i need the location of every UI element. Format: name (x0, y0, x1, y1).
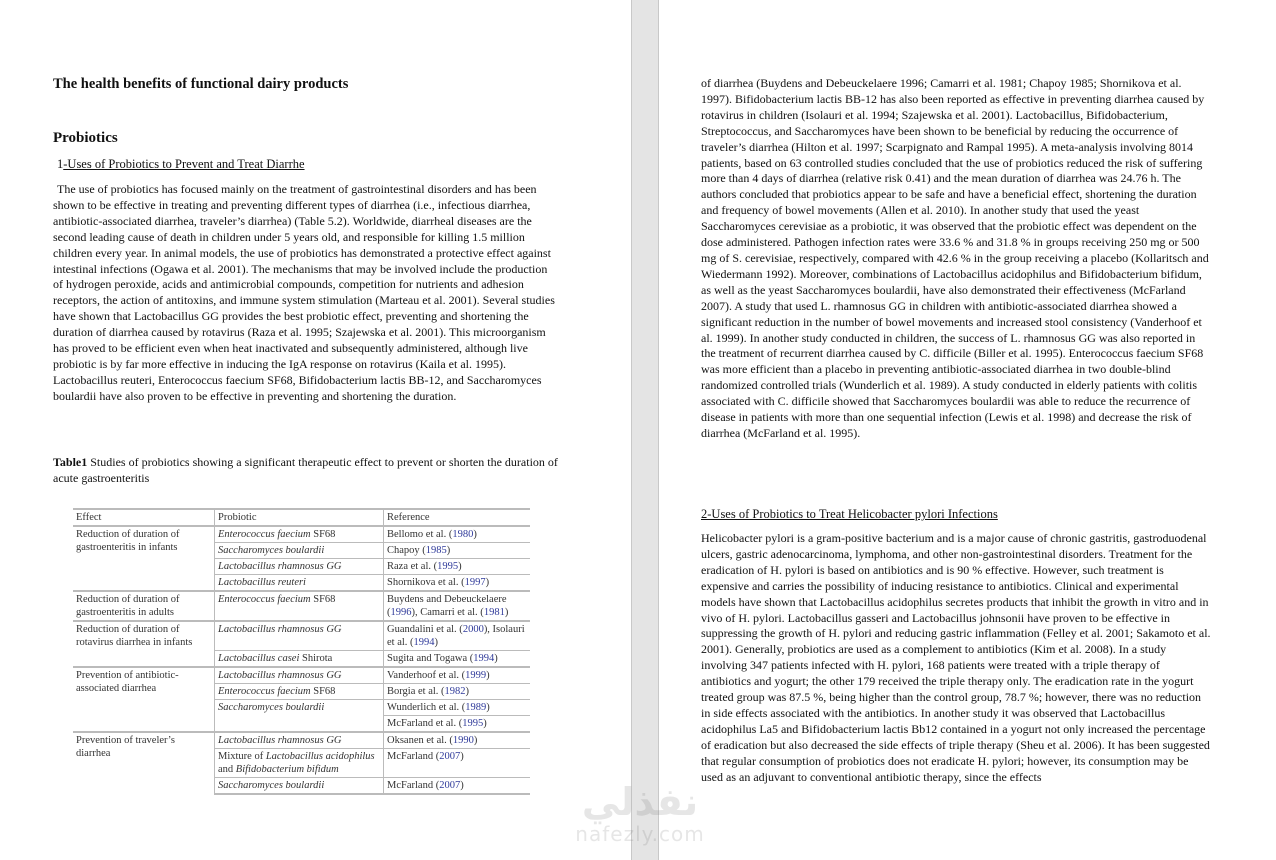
ref-author: Guandalini et al. ( (387, 624, 463, 635)
probiotic-name: Enterococcus faecium (218, 594, 311, 605)
probiotic-name: Lactobacillus reuteri (218, 577, 306, 588)
probiotic-name: Enterococcus faecium (218, 529, 311, 540)
probiotic-cell (215, 575, 384, 592)
effect-cell: Prevention of traveler’s diarrhea (73, 732, 215, 794)
probiotic-name: Lactobacillus rhamnosus GG (218, 670, 342, 681)
probiotic-name: Lactobacillus rhamnosus GG (218, 624, 342, 635)
probiotic-cell (215, 591, 384, 621)
table-caption-text: Studies of probiotics showing a significant therapeutic effect to prevent or shorten the duration of acute gastroenteritis (53, 455, 558, 485)
probiotic-cell (215, 543, 384, 559)
ref-author: Raza et al. ( (387, 561, 438, 572)
header-effect: Effect (73, 509, 215, 526)
probiotic-text: and (218, 764, 236, 775)
ref-author: McFarland ( (387, 780, 440, 791)
probiotic-name: Bifidobacterium bifidum (235, 764, 339, 775)
effect-cell: Reduction of duration of gastroenteritis in adults (73, 591, 215, 621)
probiotic-cell (215, 621, 384, 651)
reference-cell (384, 684, 531, 700)
probiotic-cell (215, 778, 384, 795)
ref-author: Buydens and Debeuckelaere ( (387, 594, 507, 618)
probiotic-name: Saccharomyces boulardii (218, 702, 325, 713)
ref-year-link[interactable]: 1994 (473, 653, 495, 664)
effect-cell: Reduction of duration of rotavirus diarrhea in infants (73, 621, 215, 667)
ref-close: ) (446, 545, 451, 556)
subheading-number: 1 (57, 157, 64, 171)
ref-author: ), Isolauri et al. ( (387, 624, 525, 648)
table-caption-label: Table1 (53, 455, 88, 469)
reference-cell (384, 778, 531, 795)
probiotic-name: Lactobacillus rhamnosus GG (218, 735, 342, 746)
ref-year-link[interactable]: 2007 (439, 751, 461, 762)
probiotic-name: Lactobacillus rhamnosus GG (218, 561, 342, 572)
ref-close: ) (485, 577, 490, 588)
ref-author: Bellomo et al. ( (387, 529, 453, 540)
ref-author: McFarland et al. ( (387, 718, 463, 729)
ref-author: Borgia et al. ( (387, 686, 445, 697)
subheading-diarrhea (57, 157, 305, 172)
header-reference: Reference (384, 509, 531, 526)
ref-close: ) (460, 780, 464, 791)
probiotic-strain: SF68 (310, 686, 336, 697)
ref-year-link[interactable]: 1997 (464, 577, 486, 588)
reference-cell (384, 526, 531, 543)
probiotic-name: Lactobacillus acidophilus (265, 751, 375, 762)
left-page (0, 0, 631, 860)
probiotic-cell (215, 651, 384, 668)
ref-year-link[interactable]: 2000 (462, 624, 484, 635)
body-paragraph: of diarrhea (Buydens and Debeuckelaere 1996; Camarri et al. 1981; Chapoy 1985; Shornikova et al. 1997). Bifidobacterium lactis BB-12 has also been reported as effective in preventing diarrhea caused by rotavirus in children (Isolauri et al. 1994; Szajewska et al. 2001). Lactobacillus, Bifidobacterium, Streptococcus, and Saccharomyces have been shown to be beneficial by reducing the occurrence of traveler’s diarrhea (Hilton et al. 1997; Scarpignato and Rampal 1995). A meta-analysis involving 8014 patients, based on 63 controlled studies concluded that the use of probiotics reduced the risk of suffering more than 4 days of diarrhea (relative risk 0.41) and the mean duration of diarrhea was 24.76 h. The authors concluded that probiotics appear to be safe and have a beneficial effect, shortening the duration and frequency of bowel movements (Allen et al. 2010). In another study that used the yeast Saccharomyces cerevisiae as a probiotic, it was observed that the probiotic effect was dependent on the dose administered. Pathogen infection rates were 33.6 % and 31.8 % in groups receiving 250 mg or 500 mg of S. cerevisiae, respectively, compared with 42.6 % in the group receiving a placebo (Kollaritsch and Wiedermann 1992). Moreover, combinations of Lactobacillus acidophilus and Bifidobacterium bifidum, as well as the yeast Saccharomyces boulardii, have also demonstrated their effectiveness (McFarland 2007). A study that used L. rhamnosus GG in children with antibiotic-associated diarrhea showed a significant reduction in the number of bowel movements and increased stool consistency (Vanderhoof et al. 1999). In another study conducted in children, the success of L. rhamnosus GG was also reported in the treatment of recurrent diarrhea caused by C. difficile (Biller et al. 1995). Enterococcus faecium SF68 was more efficient than a placebo in preventing antibiotic-associated diarrhea in two double-blind randomized controlled trials (Wunderlich et al. 1989). A study conducted in elderly patients with colitis associated with C. difficile showed that Saccharomyces boulardii was able to reduce the recurrence of disease in patients with more than one sequential infection (Lewis et al. 1998) and decrease the risk of diarrhea (McFarland et al. 1995). (701, 76, 1209, 440)
probiotic-name: Enterococcus faecium (218, 686, 311, 697)
table-row (73, 526, 530, 543)
reference-cell (384, 591, 531, 621)
subheading-text: 2-Uses of Probiotics to Treat Helicobacter pylori Infections (701, 507, 998, 521)
ref-year-link[interactable]: 1980 (452, 529, 474, 540)
ref-author: Chapoy ( (387, 545, 426, 556)
ref-close: ) (494, 653, 498, 664)
ref-year-link[interactable]: 2007 (439, 780, 461, 791)
ref-close: ) (483, 718, 487, 729)
probiotic-name: Lactobacillus casei (218, 653, 300, 664)
probiotic-name: Saccharomyces boulardii (218, 780, 325, 791)
ref-author: Wunderlich et al. ( (387, 702, 466, 713)
subheading-helicobacter (701, 507, 998, 522)
probiotic-cell (215, 559, 384, 575)
ref-year-link[interactable]: 1996 (390, 607, 412, 618)
ref-close: ) (473, 735, 478, 746)
table-row (73, 667, 530, 684)
reference-cell (384, 667, 531, 684)
probiotic-cell (215, 749, 384, 778)
reference-cell (384, 621, 531, 651)
reference-cell (384, 749, 531, 778)
ref-close: ) (465, 686, 470, 697)
probiotic-cell (215, 700, 384, 733)
reference-cell (384, 651, 531, 668)
reference-cell (384, 575, 531, 592)
ref-year-link[interactable]: 1995 (437, 561, 459, 572)
reference-cell (384, 716, 531, 733)
table-caption (53, 454, 558, 486)
table-row (73, 591, 530, 621)
document-title: The health benefits of functional dairy products (53, 76, 349, 92)
table-row (73, 621, 530, 651)
reference-cell (384, 559, 531, 575)
ref-close: ) (486, 702, 490, 713)
ref-close: ) (460, 751, 464, 762)
ref-close: ) (434, 637, 439, 648)
probiotic-cell (215, 526, 384, 543)
ref-close: ) (504, 607, 509, 618)
effect-cell: Prevention of antibiotic-associated diarrhea (73, 667, 215, 732)
probiotic-cell (215, 732, 384, 749)
ref-author: ), Camarri et al. ( (411, 607, 484, 618)
probiotic-strain: SF68 (310, 529, 336, 540)
ref-close: ) (473, 529, 477, 540)
reference-cell (384, 732, 531, 749)
reference-cell (384, 543, 531, 559)
body-paragraph: The use of probiotics has focused mainly on the treatment of gastrointestinal disorders and has been shown to be effective in treating and preventing different types of diarrhea (i.e., infectious diarrhea, antibiotic-associated diarrhea, traveler’s diarrhea) (Table 5.2). Worldwide, diarrheal diseases are the second leading cause of death in children under 5 years old, and responsible for killing 1.5 million children every year. In animal models, the use of probiotics has demonstrated a protective effect against intestinal infections (Ogawa et al. 2001). The mechanisms that may be involved include the production of hydrogen peroxide, acids and antimicrobial compounds, competition for nutrients and adhesion receptors, the action of antitoxins, and immune system stimulation (Marteau et al. 2001). Several studies have shown that Lactobacillus GG provides the best probiotic effect, preventing and shortening the duration of diarrhea caused by rotavirus (Raza et al. 1995; Szajewska et al. 2001). This microorganism has proved to be efficient even when heat inactivated and subsequently administered, although live probiotic is by far more effective in inducing the IgA response on rotavirus (Kaila et al. 1995). Lactobacillus reuteri, Enterococcus faecium SF68, Bifidobacterium lactis BB-12, and Saccharomyces boulardii have also proven to be effective in preventing and shortening the duration. (53, 182, 555, 403)
ref-author: Sugita and Togawa ( (387, 653, 474, 664)
ref-author: Vanderhoof et al. ( (387, 670, 466, 681)
ref-year-link[interactable]: 1999 (465, 670, 487, 681)
ref-close: ) (486, 670, 490, 681)
probiotic-text: Mixture of (218, 751, 266, 762)
subheading-text: -Uses of Probiotics to Prevent and Treat Diarrhe (63, 157, 305, 171)
probiotic-cell (215, 667, 384, 684)
right-page (659, 0, 1276, 860)
header-probiotic: Probiotic (215, 509, 384, 526)
probiotic-cell (215, 684, 384, 700)
probiotic-strain: SF68 (310, 594, 336, 605)
ref-year-link[interactable]: 1990 (452, 735, 474, 746)
ref-close: ) (458, 561, 462, 572)
ref-author: Oksanen et al. ( (387, 735, 453, 746)
ref-year-link[interactable]: 1981 (483, 607, 505, 618)
body-paragraph: Helicobacter pylori is a gram-positive bacterium and is a major cause of chronic gastritis, gastroduodenal ulcers, gastric adenocarcinoma, lymphoma, and other non-gastrointestinal disorders. Treatment for the eradication of H. pylori is based on antibiotics and is 90 % effective. However, such treatment is expensive and carries the possibility of inducing resistance to antibiotics. Clinical and experimental models have shown that Lactobacillus acidophilus secretes products that inhibit the growth in vitro and in vivo of H. pylori. Lactobacillus gasseri and Lactobacillus johnsonii have proven to be effective in suppressing the growth of H. pylori and reducing gastric inflammation (Felley et al. 2001; Sakamoto et al. 2001). Generally, probiotics are used as a complement to antibiotics (Kim et al. 2008). In a study involving 347 patients infected with H. pylori, 168 patients were treated with a triple therapy of antibiotics and yogurt; the other 179 received the triple therapy only. The eradication rate in the yogurt treated group was 87.5 %, being higher than the control group, 78.7 %; however, there was no reduction in side effects associated with the antibiotics. In another study it was observed that Lactobacillus acidophilus La5 and Bifidobacterium lactis Bb12 contained in a yogurt not only increased the percentage of eradication but also decreased the side effects of triple therapy (Sheu et al. 2006). It has been suggested that regular consumption of probiotics does not eradicate H. pylori; however, its consumption may be used as an adjuvant to conventional antibiotic therapy, since the effects (701, 531, 1211, 784)
ref-author: McFarland ( (387, 751, 440, 762)
table-row (73, 732, 530, 749)
page-gutter (631, 0, 659, 860)
probiotic-name: Saccharomyces boulardii (218, 545, 325, 556)
section-title-probiotics: Probiotics (53, 130, 118, 146)
probiotic-strain: Shirota (299, 653, 333, 664)
ref-author: Shornikova et al. ( (387, 577, 465, 588)
table-header-row (73, 509, 530, 526)
effect-cell: Reduction of duration of gastroenteritis in infants (73, 526, 215, 591)
ref-year-link[interactable]: 1982 (444, 686, 466, 697)
reference-cell (384, 700, 531, 716)
ref-year-link[interactable]: 1994 (413, 637, 435, 648)
ref-year-link[interactable]: 1989 (465, 702, 487, 713)
probiotics-table (73, 508, 530, 795)
ref-year-link[interactable]: 1995 (462, 718, 484, 729)
ref-year-link[interactable]: 1985 (425, 545, 447, 556)
